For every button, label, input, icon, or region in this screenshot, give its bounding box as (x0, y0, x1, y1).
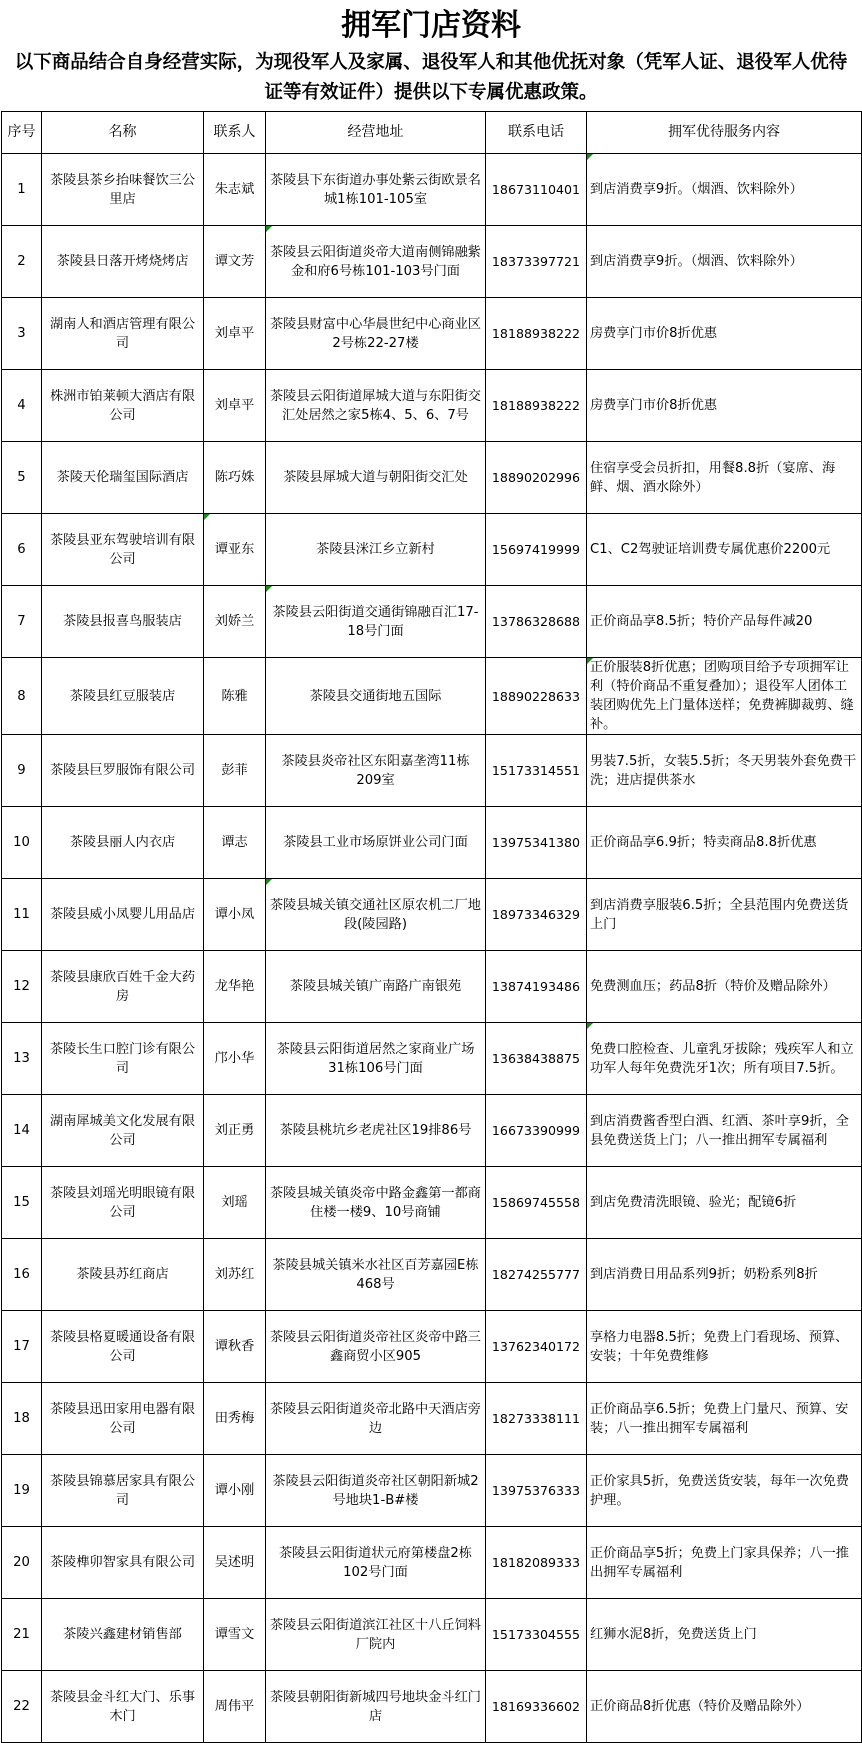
store-address: 茶陵县云阳街道交通街锦融百汇17-18号门面 (266, 586, 486, 658)
row-number: 11 (2, 879, 42, 951)
row-number: 14 (2, 1095, 42, 1167)
row-number: 8 (2, 658, 42, 735)
service-content: 住宿享受会员折扣，用餐8.8折（宴席、海鲜、烟、酒水除外） (587, 442, 862, 514)
store-address: 茶陵县云阳街道炎帝大道南侧锦融紫金和府6号栋101-103号门面 (266, 226, 486, 298)
store-address: 茶陵县交通街地五国际 (266, 658, 486, 735)
contact-person: 彭菲 (204, 735, 266, 807)
contact-person: 刘正勇 (204, 1095, 266, 1167)
header-service: 拥军优待服务内容 (587, 112, 862, 154)
row-number: 13 (2, 1023, 42, 1095)
contact-person: 邝小华 (204, 1023, 266, 1095)
store-address: 茶陵县财富中心华晨世纪中心商业区2号栋22-27楼 (266, 298, 486, 370)
contact-person: 谭文芳 (204, 226, 266, 298)
store-address: 茶陵县云阳街道状元府第楼盘2栋102号门面 (266, 1527, 486, 1599)
store-name: 茶陵县丽人内衣店 (42, 807, 204, 879)
header-number: 序号 (2, 112, 42, 154)
table-row (2, 1095, 862, 1167)
store-address: 茶陵县城关镇炎帝中路金鑫第一都商住楼一楼9、10号商铺 (266, 1167, 486, 1239)
table-row (2, 226, 862, 298)
service-content: 正价商品享5折；免费上门家具保养；八一推出拥军专属福利 (587, 1527, 862, 1599)
row-number: 20 (2, 1527, 42, 1599)
store-name: 茶陵兴鑫建材销售部 (42, 1599, 204, 1671)
store-name: 茶陵县康欣百姓千金大药房 (42, 951, 204, 1023)
row-number: 22 (2, 1671, 42, 1743)
phone-number: 18188938222 (486, 298, 587, 370)
store-name: 茶陵县亚东驾驶培训有限公司 (42, 514, 204, 586)
row-number: 9 (2, 735, 42, 807)
table-body (2, 154, 862, 1743)
contact-person: 朱志斌 (204, 154, 266, 226)
store-address: 茶陵县云阳街道炎帝社区朝阳新城2号地块1-B#楼 (266, 1455, 486, 1527)
store-address: 茶陵县城关镇广南路广南银苑 (266, 951, 486, 1023)
phone-number: 18373397721 (486, 226, 587, 298)
service-content: 到店消费享服装6.5折；全县范围内免费送货上门 (587, 879, 862, 951)
service-content: 免费口腔检查、儿童乳牙拔除；残疾军人和立功军人每年免费洗牙1次；所有项目7.5折。 (587, 1023, 862, 1095)
store-name: 茶陵县日落开烤烧烤店 (42, 226, 204, 298)
store-name: 茶陵县苏红商店 (42, 1239, 204, 1311)
table-row (2, 1671, 862, 1743)
table-row (2, 735, 862, 807)
phone-number: 13638438875 (486, 1023, 587, 1095)
table-row (2, 1311, 862, 1383)
service-content: 房费享门市价8折优惠 (587, 298, 862, 370)
store-address: 茶陵县朝阳街新城四号地块金斗红门店 (266, 1671, 486, 1743)
service-content: 到店免费清洗眼镜、验光；配镜6折 (587, 1167, 862, 1239)
header-phone: 联系电话 (486, 112, 587, 154)
contact-person: 谭小凤 (204, 879, 266, 951)
phone-number: 13874193486 (486, 951, 587, 1023)
row-number: 12 (2, 951, 42, 1023)
table-row (2, 1239, 862, 1311)
service-content: 到店消费享9折。（烟酒、饮料除外） (587, 154, 862, 226)
store-name: 茶陵县迅田家用电器有限公司 (42, 1383, 204, 1455)
store-name: 茶陵县威小凤婴儿用品店 (42, 879, 204, 951)
store-name: 茶陵榫卯智家具有限公司 (42, 1527, 204, 1599)
store-name: 茶陵县锦慕居家具有限公司 (42, 1455, 204, 1527)
contact-person: 谭志 (204, 807, 266, 879)
header-name: 名称 (42, 112, 204, 154)
phone-number: 18973346329 (486, 879, 587, 951)
store-address: 茶陵县云阳街道犀城大道与东阳街交汇处居然之家5栋4、5、6、7号 (266, 370, 486, 442)
contact-person: 刘苏红 (204, 1239, 266, 1311)
store-name: 湖南人和酒店管理有限公司 (42, 298, 204, 370)
contact-person: 刘娇兰 (204, 586, 266, 658)
service-content: 到店消费酱香型白酒、红酒、茶叶享9折，全县免费送货上门；八一推出拥军专属福利 (587, 1095, 862, 1167)
phone-number: 18188938222 (486, 370, 587, 442)
contact-person: 刘瑶 (204, 1167, 266, 1239)
table-row (2, 1023, 862, 1095)
store-address: 茶陵县云阳街道炎帝北路中天酒店旁边 (266, 1383, 486, 1455)
table-header-row (2, 112, 862, 154)
service-content: 正价商品享6.9折；特卖商品8.8折优惠 (587, 807, 862, 879)
service-content: 到店消费日用品系列9折；奶粉系列8折 (587, 1239, 862, 1311)
contact-person: 谭亚东 (204, 514, 266, 586)
store-address: 茶陵县云阳街道滨江社区十八丘饲料厂院内 (266, 1599, 486, 1671)
table-row (2, 658, 862, 735)
row-number: 4 (2, 370, 42, 442)
phone-number: 15697419999 (486, 514, 587, 586)
service-content: 房费享门市价8折优惠 (587, 370, 862, 442)
row-number: 3 (2, 298, 42, 370)
store-address: 茶陵县城关镇交通社区原农机二厂地段(陵园路) (266, 879, 486, 951)
service-content: 享格力电器8.5折；免费上门看现场、预算、安装；十年免费维修 (587, 1311, 862, 1383)
row-number: 5 (2, 442, 42, 514)
row-number: 2 (2, 226, 42, 298)
store-address: 茶陵县下东街道办事处紫云街欧景名城1栋101-105室 (266, 154, 486, 226)
row-number: 6 (2, 514, 42, 586)
row-number: 1 (2, 154, 42, 226)
store-address: 茶陵县工业市场原饼业公司门面 (266, 807, 486, 879)
phone-number: 18890202996 (486, 442, 587, 514)
table-row (2, 1599, 862, 1671)
table-row (2, 586, 862, 658)
table-row (2, 514, 862, 586)
contact-person: 田秀梅 (204, 1383, 266, 1455)
service-content: 男装7.5折，女装5.5折；冬天男装外套免费干洗；进店提供茶水 (587, 735, 862, 807)
service-content: 红狮水泥8折，免费送货上门 (587, 1599, 862, 1671)
contact-person: 吴述明 (204, 1527, 266, 1599)
service-content: 正价服装8折优惠；团购项目给予专项拥军让利（特价商品不重复叠加）；退役军人团体工装团购优先上门量体送样；免费裤脚裁剪、缝补。 (587, 658, 862, 735)
store-address: 茶陵县云阳街道居然之家商业广场31栋106号门面 (266, 1023, 486, 1095)
service-content: 正价商品8折优惠（特价及赠品除外） (587, 1671, 862, 1743)
phone-number: 15173304555 (486, 1599, 587, 1671)
phone-number: 18890228633 (486, 658, 587, 735)
phone-number: 16673390999 (486, 1095, 587, 1167)
row-number: 7 (2, 586, 42, 658)
header-address: 经营地址 (266, 112, 486, 154)
store-address: 茶陵县犀城大道与朝阳街交汇处 (266, 442, 486, 514)
table-row (2, 154, 862, 226)
store-address: 茶陵县洣江乡立新村 (266, 514, 486, 586)
service-content: 正价商品享8.5折；特价产品每件减20 (587, 586, 862, 658)
page-title: 拥军门店资料 (341, 8, 521, 43)
phone-number: 18274255777 (486, 1239, 587, 1311)
store-address: 茶陵县城关镇米水社区百芳嘉园E栋468号 (266, 1239, 486, 1311)
phone-number: 13975376333 (486, 1455, 587, 1527)
table-row (2, 879, 862, 951)
contact-person: 陈雅 (204, 658, 266, 735)
store-address: 茶陵县桃坑乡老虎社区19排86号 (266, 1095, 486, 1167)
store-name: 茶陵长生口腔门诊有限公司 (42, 1023, 204, 1095)
row-number: 21 (2, 1599, 42, 1671)
contact-person: 刘卓平 (204, 298, 266, 370)
phone-number: 18673110401 (486, 154, 587, 226)
page-subtitle: 以下商品结合自身经营实际，为现役军人及家属、退役军人和其他优抚对象（凭军人证、退役军人优待证等有效证件）提供以下专属优惠政策。 (14, 52, 848, 103)
row-number: 18 (2, 1383, 42, 1455)
store-table (1, 111, 862, 1743)
phone-number: 15173314551 (486, 735, 587, 807)
phone-number: 18182089333 (486, 1527, 587, 1599)
table-row (2, 370, 862, 442)
store-name: 茶陵县刘瑶光明眼镜有限公司 (42, 1167, 204, 1239)
phone-number: 13786328688 (486, 586, 587, 658)
store-name: 株洲市铂莱顿大酒店有限公司 (42, 370, 204, 442)
store-name: 茶陵县茶乡抬味餐饮三公里店 (42, 154, 204, 226)
store-name: 湖南犀城美文化发展有限公司 (42, 1095, 204, 1167)
service-content: 正价家具5折，免费送货安装，每年一次免费护理。 (587, 1455, 862, 1527)
contact-person: 刘卓平 (204, 370, 266, 442)
contact-person: 周伟平 (204, 1671, 266, 1743)
table-row (2, 298, 862, 370)
row-number: 19 (2, 1455, 42, 1527)
table-row (2, 1455, 862, 1527)
row-number: 15 (2, 1167, 42, 1239)
table-row (2, 807, 862, 879)
service-content: 正价商品享6.5折；免费上门量尺、预算、安装；八一推出拥军专属福利 (587, 1383, 862, 1455)
phone-number: 18169336602 (486, 1671, 587, 1743)
store-name: 茶陵县报喜鸟服装店 (42, 586, 204, 658)
table-row (2, 1167, 862, 1239)
row-number: 16 (2, 1239, 42, 1311)
store-address: 茶陵县炎帝社区东阳嘉垄湾11栋209室 (266, 735, 486, 807)
service-content: 免费测血压；药品8折（特价及赠品除外） (587, 951, 862, 1023)
table-row (2, 442, 862, 514)
row-number: 17 (2, 1311, 42, 1383)
table-row (2, 951, 862, 1023)
store-name: 茶陵县红豆服装店 (42, 658, 204, 735)
contact-person: 龙华艳 (204, 951, 266, 1023)
store-name: 茶陵县巨罗服饰有限公司 (42, 735, 204, 807)
store-name: 茶陵县格夏暖通设备有限公司 (42, 1311, 204, 1383)
phone-number: 13762340172 (486, 1311, 587, 1383)
service-content: C1、C2驾驶证培训费专属优惠价2200元 (587, 514, 862, 586)
phone-number: 18273338111 (486, 1383, 587, 1455)
contact-person: 谭秋香 (204, 1311, 266, 1383)
service-content: 到店消费享9折。（烟酒、饮料除外） (587, 226, 862, 298)
header-contact: 联系人 (204, 112, 266, 154)
store-name: 茶陵天伦瑞玺国际酒店 (42, 442, 204, 514)
store-name: 茶陵县金斗红大门、乐事木门 (42, 1671, 204, 1743)
table-row (2, 1383, 862, 1455)
contact-person: 谭雪文 (204, 1599, 266, 1671)
row-number: 10 (2, 807, 42, 879)
contact-person: 谭小刚 (204, 1455, 266, 1527)
phone-number: 15869745558 (486, 1167, 587, 1239)
store-address: 茶陵县云阳街道炎帝社区炎帝中路三鑫商贸小区905 (266, 1311, 486, 1383)
phone-number: 13975341380 (486, 807, 587, 879)
table-row (2, 1527, 862, 1599)
contact-person: 陈巧姝 (204, 442, 266, 514)
